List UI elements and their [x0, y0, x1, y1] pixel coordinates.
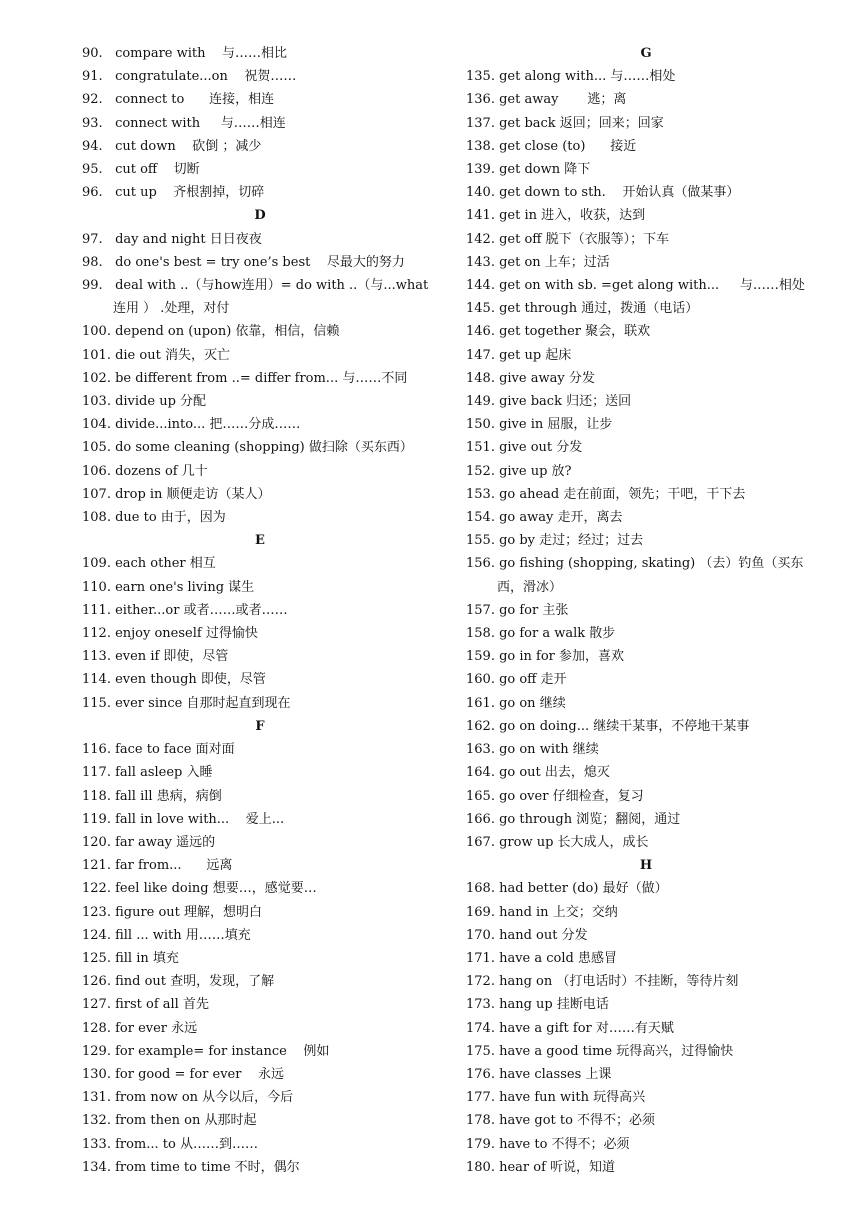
phrase-entry: 147. get up 起床 — [466, 347, 572, 363]
phrase-entry: 129. for example= for instance 例如 — [82, 1043, 330, 1059]
phrase-entry: 136. get away 逃；离 — [466, 92, 627, 108]
phrase-entry: 179. have to 不得不；必须 — [466, 1136, 630, 1152]
phrase-entry: 135. get along with... 与……相处 — [466, 69, 676, 85]
phrase-entry: 131. from now on 从今以后，今后 — [82, 1090, 294, 1106]
phrase-entry: 138. get close (to) 接近 — [466, 138, 637, 154]
phrase-entry: 151. give out 分发 — [466, 440, 583, 456]
phrase-entry: 150. give in 屈服，让步 — [466, 417, 613, 433]
phrase-entry: 156. go fishing (shopping, skating) （去）钓鱼（买东西，滑冰） — [466, 556, 804, 595]
phrase-entry: 160. go off 走开 — [466, 672, 567, 688]
phrase-entry: 121. far from... 远离 — [82, 858, 233, 874]
phrase-entry: 178. have got to 不得不；必须 — [466, 1113, 656, 1129]
phrase-entry: 90. compare with 与……相比 — [82, 46, 288, 61]
phrase-entry: 111. either...or 或者……或者…… — [82, 602, 288, 618]
phrase-entry: 98. do one's best = try one’s best 尽最大的努力 — [82, 254, 405, 270]
section-letter-heading: D — [254, 208, 266, 224]
phrase-entry: 167. grow up 长大成人，成长 — [466, 834, 649, 850]
phrase-entry: 140. get down to sth. 开始认真（做某事） — [466, 185, 740, 201]
phrase-entry: 116. face to face 面对面 — [82, 742, 235, 758]
phrase-entry: 103. divide up 分配 — [82, 394, 207, 410]
phrase-entry: 145. get through 通过，拨通（电话） — [466, 301, 699, 317]
phrase-entry: 130. for good = for ever 永远 — [82, 1066, 284, 1082]
phrase-entry: 171. have a cold 患感冒 — [466, 950, 617, 966]
phrase-entry: 177. have fun with 玩得高兴 — [466, 1090, 646, 1106]
phrase-entry: 122. feel like doing 想要…，感觉要… — [82, 881, 317, 897]
phrase-entry: 158. go for a walk 散步 — [466, 626, 616, 642]
phrase-entry: 162. go on doing... 继续干某事，不停地干某事 — [466, 718, 750, 734]
section-letter-heading: G — [640, 46, 652, 61]
phrase-entry: 159. go in for 参加，喜欢 — [466, 649, 625, 665]
phrase-entry: 149. give back 归还；送回 — [466, 394, 632, 410]
phrase-entry: 172. hang on （打电话时）不挂断，等待片刻 — [466, 974, 739, 990]
phrase-entry: 141. get in 进入，收获，达到 — [466, 208, 646, 224]
phrase-entry: 155. go by 走过；经过；过去 — [466, 533, 644, 549]
phrase-entry: 112. enjoy oneself 过得愉快 — [82, 626, 258, 642]
phrase-entry: 146. get together 聚会，联欢 — [466, 324, 651, 340]
phrase-entry: 97. day and night 日日夜夜 — [82, 231, 262, 247]
phrase-entry: 148. give away 分发 — [466, 370, 595, 386]
phrase-entry: 94. cut down 砍倒 ；减少 — [82, 138, 262, 154]
phrase-entry: 139. get down 降下 — [466, 162, 591, 178]
phrase-entry: 123. figure out 理解，想明白 — [82, 904, 263, 920]
phrase-entry: 115. ever since 自那时起直到现在 — [82, 695, 291, 711]
section-letter-heading: F — [255, 718, 265, 734]
phrase-entry: 143. get on 上车；过活 — [466, 254, 610, 270]
phrase-entry: 107. drop in 顺便走访（某人） — [82, 486, 271, 502]
phrase-entry: 134. from time to time 不时，偶尔 — [82, 1159, 300, 1175]
phrase-entry: 109. each other 相互 — [82, 556, 216, 572]
phrase-entry: 161. go on 继续 — [466, 695, 566, 711]
phrase-entry: 132. from then on 从那时起 — [82, 1113, 257, 1129]
phrase-entry: 166. go through 浏览；翻阅，通过 — [466, 811, 681, 827]
phrase-entry: 164. go out 出去，熄灭 — [466, 765, 610, 781]
left-column — [82, 42, 438, 1179]
phrase-entry: 120. far away 遥远的 — [82, 834, 216, 850]
phrase-entry: 119. fall in love with... 爱上... — [82, 811, 285, 827]
phrase-entry: 142. get off 脱下（衣服等）；下车 — [466, 231, 670, 247]
phrase-entry: 106. dozens of 几十 — [82, 463, 208, 479]
phrase-entry: 173. hang up 挂断电话 — [466, 997, 609, 1013]
phrase-entry: 99. deal with ..（与how连用）= do with ..（与...what 连用 ） .处理，对付 — [82, 278, 429, 317]
phrase-entry: 118. fall ill 患病，病倒 — [82, 788, 222, 804]
phrase-entry: 91. congratulate...on 祝贺…… — [82, 69, 297, 85]
phrase-entry: 137. get back 返回；回来；回家 — [466, 115, 664, 131]
phrase-entry: 114. even though 即使，尽管 — [82, 672, 266, 688]
phrase-entry: 102. be different from ..= differ from... 与……不同 — [82, 370, 408, 386]
phrase-entry: 153. go ahead 走在前面，领先；干吧，干下去 — [466, 486, 746, 502]
phrase-entry: 110. earn one's living 谋生 — [82, 579, 255, 595]
phrase-entry: 126. find out 查明，发现，了解 — [82, 974, 275, 990]
phrase-entry: 95. cut off 切断 — [82, 162, 200, 178]
phrase-entry: 175. have a good time 玩得高兴，过得愉快 — [466, 1043, 734, 1059]
phrase-entry: 105. do some cleaning (shopping) 做扫除（买东西） — [82, 440, 413, 456]
phrase-entry: 157. go for 主张 — [466, 602, 569, 618]
phrase-entry: 133. from... to 从……到…… — [82, 1136, 258, 1152]
phrase-entry: 170. hand out 分发 — [466, 927, 588, 943]
section-letter-heading: E — [255, 533, 265, 549]
phrase-entry: 108. due to 由于，因为 — [82, 510, 226, 526]
phrase-entry: 176. have classes 上课 — [466, 1066, 612, 1082]
phrase-entry: 127. first of all 首先 — [82, 997, 209, 1013]
phrase-entry: 169. hand in 上交；交纳 — [466, 904, 618, 920]
phrase-entry: 104. divide...into... 把……分成…… — [82, 417, 301, 433]
phrase-entry: 163. go on with 继续 — [466, 742, 599, 758]
phrase-entry: 100. depend on (upon) 依靠，相信，信赖 — [82, 324, 340, 340]
phrase-entry: 144. get on with sb. =get along with... 与……相处 — [466, 278, 805, 294]
phrase-entry: 154. go away 走开，离去 — [466, 510, 623, 526]
phrase-entry: 93. connect with 与……相连 — [82, 115, 286, 131]
phrase-entry: 117. fall asleep 入睡 — [82, 765, 213, 781]
phrase-entry: 128. for ever 永远 — [82, 1020, 198, 1036]
section-letter-heading: H — [639, 858, 653, 874]
phrase-entry: 96. cut up 齐根割掉，切碎 — [82, 185, 265, 201]
right-column — [466, 42, 826, 1179]
phrase-entry: 174. have a gift for 对……有天赋 — [466, 1020, 674, 1036]
phrase-entry: 165. go over 仔细检查，复习 — [466, 788, 644, 804]
phrase-entry: 152. give up 放? — [466, 463, 572, 479]
phrase-entry: 92. connect to 连接，相连 — [82, 92, 275, 108]
phrase-entry: 125. fill in 填充 — [82, 950, 179, 966]
phrase-entry: 180. hear of 听说，知道 — [466, 1159, 616, 1175]
phrase-entry: 101. die out 消失，灭亡 — [82, 347, 230, 363]
phrase-entry: 168. had better (do) 最好（做） — [466, 881, 668, 897]
phrase-entry: 124. fill ... with 用……填充 — [82, 927, 251, 943]
phrase-entry: 113. even if 即使，尽管 — [82, 649, 229, 665]
